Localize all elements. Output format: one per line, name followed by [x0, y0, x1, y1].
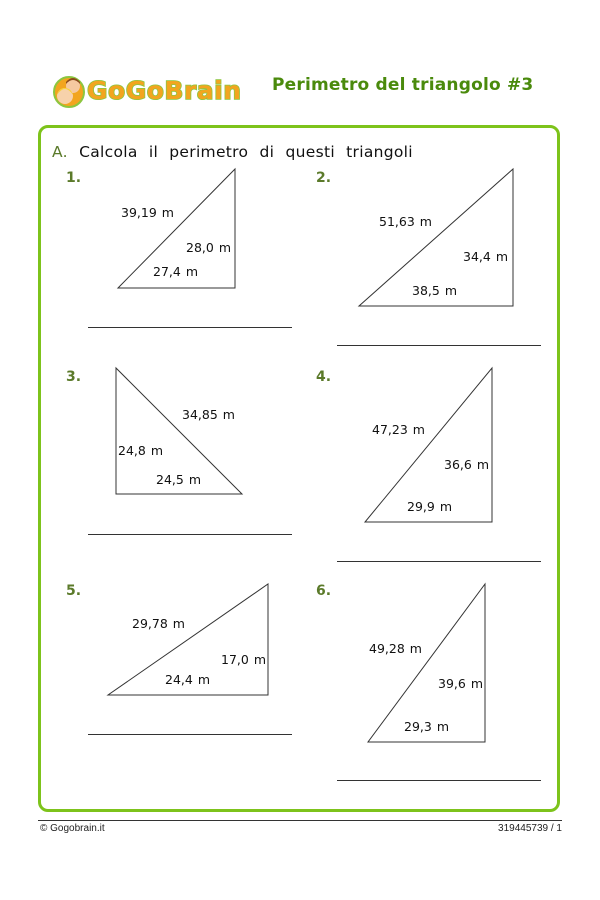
copyright: © Gogobrain.it — [40, 823, 105, 834]
vertical-side-label-1: 28,0 m — [186, 240, 232, 255]
hypotenuse-label-5: 29,78 m — [132, 616, 185, 631]
problem-number-3: 3. — [66, 369, 82, 385]
base-label-6: 29,3 m — [404, 719, 450, 734]
problem-number-6: 6. — [316, 583, 332, 599]
section-letter: A. — [52, 143, 68, 161]
footer-divider — [38, 820, 562, 821]
problem-number-1: 1. — [66, 170, 82, 186]
hypotenuse-label-4: 47,23 m — [372, 422, 425, 437]
page-id: 319445739 / 1 — [498, 823, 562, 834]
base-label-3: 24,5 m — [156, 472, 202, 487]
vertical-side-label-3: 24,8 m — [118, 443, 164, 458]
problem-number-4: 4. — [316, 369, 332, 385]
hypotenuse-label-3: 34,85 m — [182, 407, 235, 422]
page-title: Perimetro del triangolo #3 — [272, 75, 534, 95]
base-label-5: 24,4 m — [165, 672, 211, 687]
hypotenuse-label-2: 51,63 m — [379, 214, 432, 229]
brand-name: GoGoBrain — [87, 76, 242, 105]
hypotenuse-label-6: 49,28 m — [369, 641, 422, 656]
base-label-2: 38,5 m — [412, 283, 458, 298]
base-label-1: 27,4 m — [153, 264, 199, 279]
vertical-side-label-6: 39,6 m — [438, 676, 484, 691]
base-label-4: 29,9 m — [407, 499, 453, 514]
problem-number-5: 5. — [66, 583, 82, 599]
problem-number-2: 2. — [316, 170, 332, 186]
vertical-side-label-4: 36,6 m — [444, 457, 490, 472]
hypotenuse-label-1: 39,19 m — [121, 205, 174, 220]
instruction-text: Calcola il perimetro di questi triangoli — [79, 143, 413, 161]
vertical-side-label-2: 34,4 m — [463, 249, 509, 264]
vertical-side-label-5: 17,0 m — [221, 652, 267, 667]
answer-line-6[interactable] — [337, 780, 541, 781]
